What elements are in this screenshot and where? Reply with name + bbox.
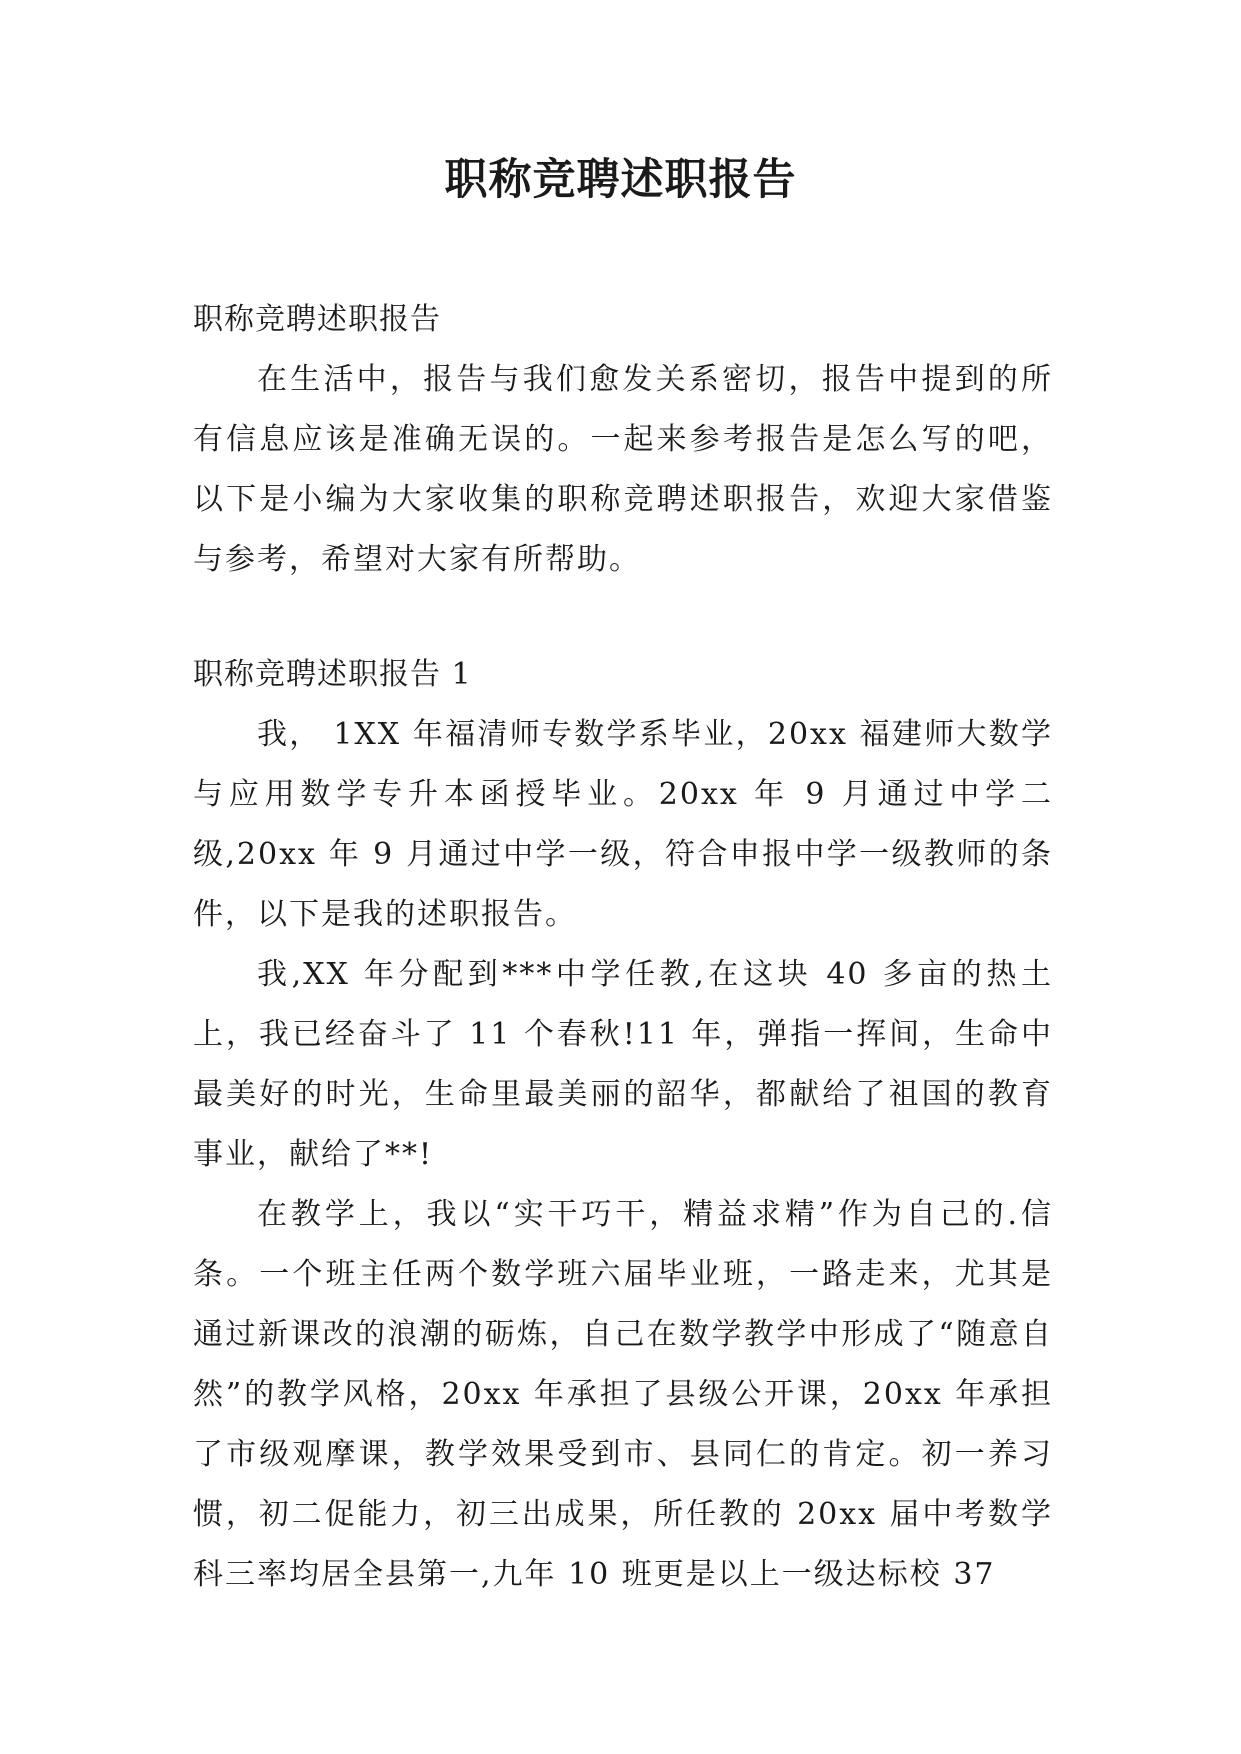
section1-paragraph-2: 我,XX 年分配到***中学任教,在这块 40 多亩的热土上，我已经奋斗了 11 个春秋!11 年，弹指一挥间，生命中最美好的时光，生命里最美丽的韶华，都献给了祖国的教育事业，献给了**! xyxy=(193,957,1053,1172)
intro-heading: 职称竞聘述职报告 xyxy=(193,302,441,337)
section1-paragraph-1: 我， 1XX 年福清师专数学系毕业，20xx 福建师大数学与应用数学专升本函授毕业。20xx 年 9 月通过中学二级,20xx 年 9 月通过中学一级，符合申报中学一级教师的条件，以下是我的述职报告。 xyxy=(193,717,1053,932)
section1-paragraph-3: 在教学上，我以“实干巧干，精益求精”作为自己的.信条。一个班主任两个数学班六届毕业班，一路走来，尤其是通过新课改的浪潮的砺炼，自己在数学教学中形成了“随意自然”的教学风格，20xx 年承担了县级公开课，20xx 年承担了市级观摩课，教学效果受到市、县同仁的肯定。初一养习惯，初二促能力，初三出成果，所任教的 20xx 届中考数学科三率均居全县第一,九年 10 班更是以上一级达标校 37 xyxy=(193,1197,1053,1592)
document-body xyxy=(193,290,1053,1605)
section-spacer xyxy=(193,590,1053,645)
document-title: 职称竞聘述职报告 xyxy=(444,155,797,205)
section1-heading: 职称竞聘述职报告 1 xyxy=(193,657,472,692)
intro-paragraph: 在生活中，报告与我们愈发关系密切，报告中提到的所有信息应该是准确无误的。一起来参考报告是怎么写的吧，以下是小编为大家收集的职称竞聘述职报告，欢迎大家借鉴与参考，希望对大家有所帮助。 xyxy=(193,362,1053,577)
